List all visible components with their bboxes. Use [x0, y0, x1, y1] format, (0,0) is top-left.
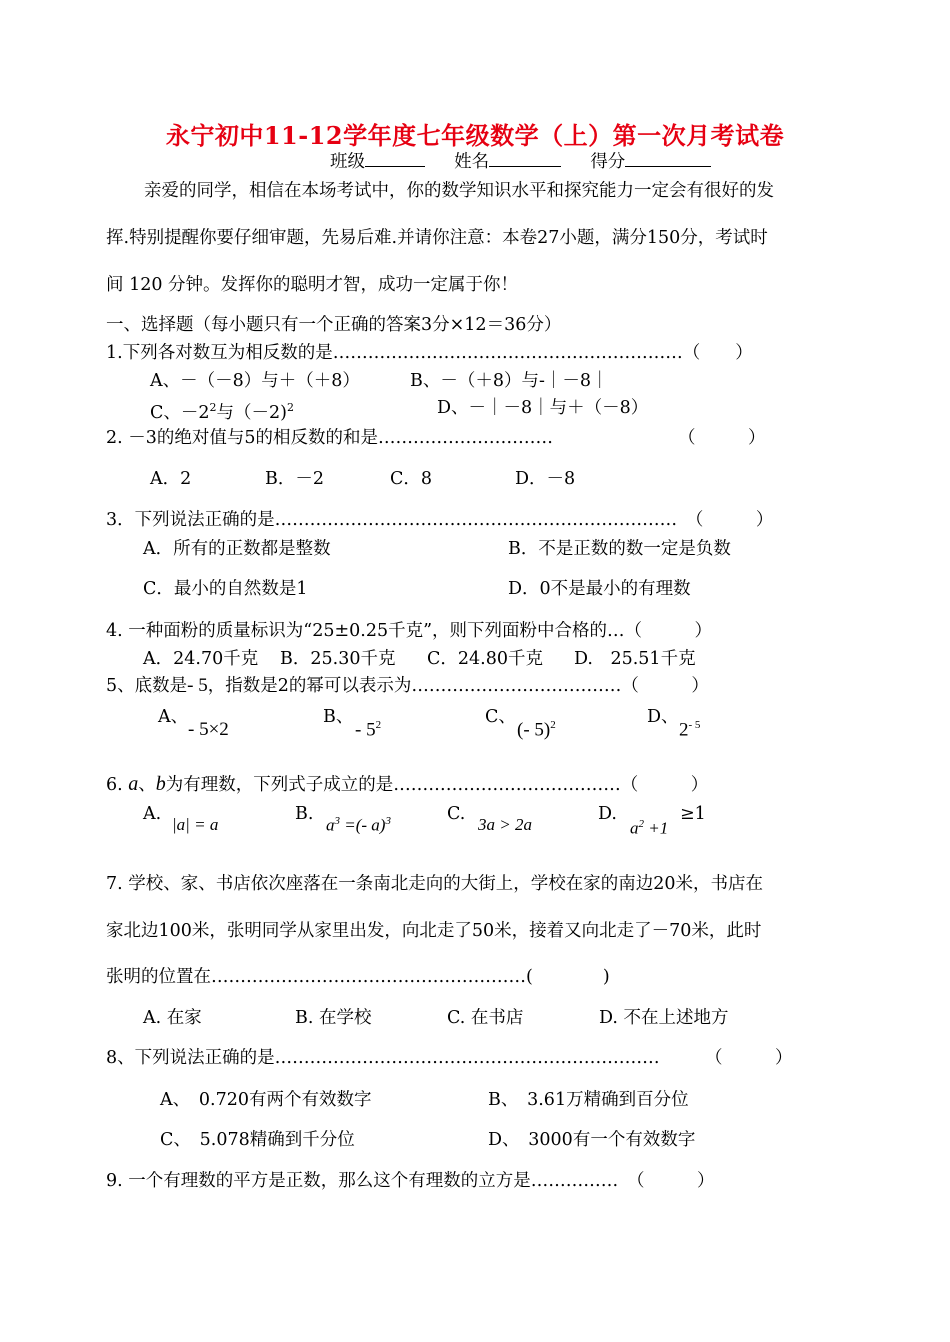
q6-d-base: a: [630, 818, 639, 838]
q4-option-c[interactable]: C．24.80千克: [427, 649, 543, 669]
q5-label-a: A、: [158, 707, 189, 727]
name-label: 姓名: [454, 152, 490, 172]
q8-option-c[interactable]: C、 5.078精确到千分位: [160, 1130, 355, 1150]
q3-option-c[interactable]: C．最小的自然数是1: [143, 579, 308, 599]
q6-option-d[interactable]: [630, 818, 668, 839]
score-label: 得分: [590, 152, 626, 172]
q8-option-b[interactable]: B、 3.61万精确到百分位: [488, 1090, 689, 1110]
q1-c-prefix: C、－2: [150, 402, 210, 423]
q6-option-c[interactable]: 3a > 2a: [478, 815, 532, 834]
q5-base-number: - 5: [187, 675, 208, 696]
intro-line-2: 挥.特别提醒你要仔细审题，先易后难.并请你注意：本卷27小题，满分150分，考试时: [106, 228, 768, 248]
q6-label-c: C.: [447, 804, 466, 824]
q1-c-middle: 与（－2): [216, 402, 287, 423]
q6-label-d: D.: [598, 804, 617, 824]
q2-option-d[interactable]: D．－8: [515, 469, 576, 489]
q1-c-exponent-2: 2: [287, 401, 294, 414]
q5-stem-prefix: 5、底数是: [106, 676, 188, 696]
q6-label-b: B.: [295, 804, 314, 824]
q6-variable-b: b: [155, 773, 166, 795]
q5-option-a[interactable]: - 5×2: [188, 719, 229, 740]
q6-d-geq-one: ≥1: [680, 804, 706, 824]
q3-option-b[interactable]: B．不是正数的数一定是负数: [508, 539, 731, 559]
q6-number: 6.: [106, 775, 123, 795]
exam-title: 永宁初中11-12学年度七年级数学（上）第一次月考试卷: [165, 121, 785, 150]
header-fields: [330, 150, 711, 173]
q6-d-exponent: 2: [638, 818, 644, 830]
q8-stem: 8、下列说法正确的是…………………………………………………………: [106, 1048, 660, 1068]
score-blank[interactable]: [625, 150, 711, 167]
q2-answer-paren[interactable]: （ ）: [678, 428, 766, 448]
q6-b-exponent-2: 3: [385, 815, 391, 827]
q1-c-exponent: 2: [209, 401, 217, 414]
q1-option-a[interactable]: A、－（－8）与＋（＋8）: [150, 371, 360, 391]
q6-stem-suffix: 为有理数，下列式子成立的是…………………………………（ ）: [165, 775, 709, 795]
q2-option-a[interactable]: A．2: [150, 469, 192, 489]
q5-stem: [106, 675, 709, 697]
q1-option-d[interactable]: D、－｜－8｜与＋（－8）: [437, 398, 649, 418]
q6-variable-a: a: [128, 773, 139, 795]
q6-b-exponent: 3: [334, 815, 340, 827]
q6-b-rhs: =(- a): [340, 815, 386, 835]
q4-option-b[interactable]: B．25.30千克: [280, 649, 396, 669]
q3-option-a[interactable]: A．所有的正数都是整数: [143, 539, 331, 559]
q5-b-exponent: 2: [375, 719, 382, 731]
q5-label-b: B、: [323, 707, 354, 727]
class-blank[interactable]: [365, 150, 425, 167]
q2-option-b[interactable]: B．－2: [265, 469, 324, 489]
q5-option-c[interactable]: [517, 719, 556, 741]
q8-option-d[interactable]: D、 3000有一个有效数字: [488, 1130, 696, 1150]
class-label: 班级: [330, 152, 365, 172]
q7-option-c[interactable]: C. 在书店: [447, 1008, 524, 1028]
q4-option-d[interactable]: D. 25.51千克: [574, 649, 696, 669]
name-blank[interactable]: [489, 150, 561, 167]
section-heading: 一、选择题（每小题只有一个正确的答案3分×12＝36分）: [106, 315, 562, 335]
q1-option-b[interactable]: B、－（＋8）与-｜－8｜: [410, 371, 609, 391]
q8-answer-paren[interactable]: （ ）: [705, 1048, 793, 1068]
intro-line-3: 间 120 分钟。发挥你的聪明才智，成功一定属于你！: [106, 275, 519, 295]
q6-label-a: A.: [143, 804, 162, 824]
q5-c-exponent: 2: [550, 719, 556, 731]
q5-stem-suffix: ，指数是2的幂可以表示为………………………………（ ）: [207, 676, 709, 696]
q5-d-base: 2: [679, 719, 689, 741]
q4-option-a[interactable]: A．24.70千克: [143, 649, 259, 669]
q5-label-d: D、: [647, 707, 679, 727]
q1-stem: 1.下列各对数互为相反数的是……………………………………………………（ ）: [106, 343, 753, 363]
intro-line-1: 亲爱的同学，相信在本场考试中，你的数学知识水平和探究能力一定会有很好的发: [144, 181, 774, 201]
q2-option-c[interactable]: C．8: [390, 469, 433, 489]
q5-c-base: (- 5): [517, 719, 551, 741]
q6-option-b[interactable]: [326, 815, 391, 836]
q8-option-a[interactable]: A、 0.720有两个有效数字: [160, 1090, 372, 1110]
q6-stem: [106, 773, 708, 796]
q7-option-b[interactable]: B. 在学校: [295, 1008, 372, 1028]
q5-b-base: - 5: [355, 719, 376, 741]
q4-stem: 4. 一种面粉的质量标识为“25±0.25千克”，则下列面粉中合格的…（ ）: [106, 621, 713, 641]
q9-stem: 9. 一个有理数的平方是正数，那么这个有理数的立方是…………… （ ）: [106, 1171, 715, 1191]
q7-line-1: 7. 学校、家、书店依次座落在一条南北走向的大街上，学校在家的南边20米，书店在: [106, 874, 764, 894]
q5-label-c: C、: [485, 707, 516, 727]
q3-stem: 3．下列说法正确的是…………………………………………………………… （ ）: [106, 510, 774, 530]
q2-stem: 2. －3的绝对值与5的相反数的和是…………………………: [106, 428, 554, 448]
q6-option-a[interactable]: |a| = a: [172, 815, 219, 834]
q7-line-2: 家北边100米，张明同学从家里出发，向北走了50米，接着又向北走了－70米，此时: [106, 921, 762, 941]
q3-option-d[interactable]: D．0不是最小的有理数: [508, 579, 691, 599]
q7-option-d[interactable]: D. 不在上述地方: [599, 1008, 729, 1028]
q5-option-b[interactable]: [355, 719, 381, 741]
q7-line-3: 张明的位置在………………………………………………( ): [106, 967, 610, 987]
q6-separator: 、: [138, 775, 156, 795]
q5-d-exponent: - 5: [688, 719, 701, 731]
q1-option-c[interactable]: [150, 397, 294, 424]
q5-option-d[interactable]: [679, 719, 700, 741]
q6-d-tail: +1: [644, 818, 669, 838]
q7-option-a[interactable]: A. 在家: [143, 1008, 202, 1028]
q6-b-base: a: [326, 815, 335, 835]
